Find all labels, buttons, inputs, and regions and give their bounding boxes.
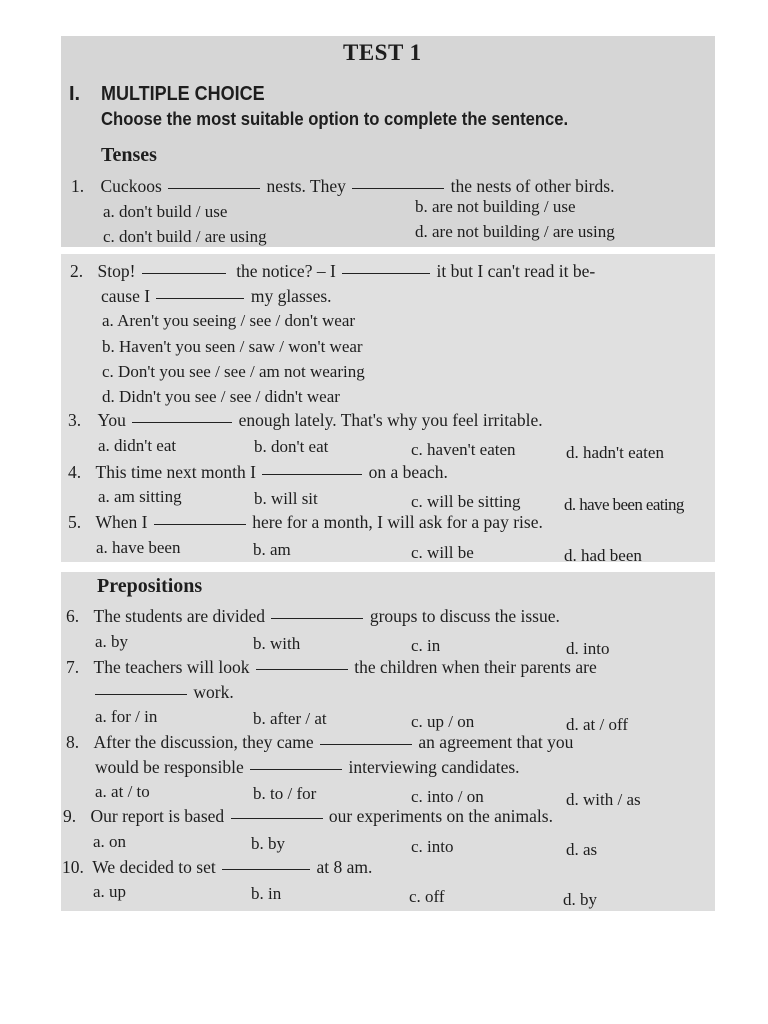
prepositions-heading: Prepositions (97, 575, 203, 597)
option-d: d. hadn't eaten (566, 443, 664, 462)
option-a: a. Aren't you seeing / see / don't wear (102, 311, 356, 330)
answer-blank (352, 187, 444, 189)
option-c: c. into (411, 837, 454, 856)
answer-blank (271, 617, 363, 619)
option-a: a. on (93, 832, 127, 851)
tenses-heading: Tenses (101, 144, 157, 166)
option-b: b. don't eat (254, 437, 329, 456)
option-c: c. will be (411, 543, 474, 562)
option-a: a. have been (96, 538, 181, 557)
question-number: 1. (71, 176, 85, 196)
question-number: 9. (63, 806, 77, 826)
answer-blank (168, 187, 260, 189)
option-c: c. off (409, 887, 445, 906)
option-a: a. at / to (95, 782, 150, 801)
question-10: 10. We decided to set at 8 am. (62, 857, 373, 877)
header-panel (61, 36, 715, 247)
question-8-continued: would be responsible interviewing candidates. (95, 757, 520, 777)
option-d: d. with / as (566, 790, 641, 809)
option-d: d. have been eating (564, 495, 684, 514)
section-number: I. (69, 83, 81, 105)
question-7: 7. The teachers will look the children when their parents are (66, 657, 597, 677)
question-number: 2. (70, 261, 84, 281)
section-title: MULTIPLE CHOICE (101, 83, 265, 105)
option-c: c. don't build / are using (103, 227, 267, 246)
question-9: 9. Our report is based our experiments on the animals. (63, 806, 553, 826)
option-a: a. didn't eat (98, 436, 177, 455)
question-8: 8. After the discussion, they came an agreement that you (66, 732, 574, 752)
question-5: 5. When I here for a month, I will ask for a pay rise. (68, 512, 543, 532)
option-b: b. are not building / use (415, 197, 576, 216)
option-a: a. up (93, 882, 127, 901)
option-d: d. as (566, 840, 598, 859)
answer-blank (154, 523, 246, 525)
question-1: 1. Cuckoos nests. They the nests of other birds. (71, 176, 615, 196)
question-number: 8. (66, 732, 80, 752)
option-b: b. with (253, 634, 301, 653)
question-number: 7. (66, 657, 80, 677)
question-2-continued: cause I my glasses. (101, 286, 332, 306)
question-number: 10. (62, 857, 84, 877)
option-b: b. to / for (253, 784, 317, 803)
test-title: TEST 1 (343, 40, 422, 65)
option-c: c. haven't eaten (411, 440, 516, 459)
answer-blank (262, 473, 362, 475)
question-4: 4. This time next month I on a beach. (68, 462, 448, 482)
answer-blank (231, 817, 323, 819)
option-d: d. had been (564, 546, 642, 565)
option-c: c. up / on (411, 712, 475, 731)
option-d: d. at / off (566, 715, 629, 734)
option-d: d. into (566, 639, 610, 658)
prepositions-panel (61, 572, 715, 911)
answer-blank (132, 421, 232, 423)
option-c: c. will be sitting (411, 492, 521, 511)
option-c: c. in (411, 636, 441, 655)
option-b: b. in (251, 884, 282, 903)
option-b: b. am (253, 540, 291, 559)
answer-blank (222, 868, 310, 870)
answer-blank (342, 272, 430, 274)
option-b: b. by (251, 834, 285, 853)
option-b: b. will sit (254, 489, 318, 508)
question-6: 6. The students are divided groups to discuss the issue. (66, 606, 560, 626)
answer-blank (95, 693, 187, 695)
tenses-panel (61, 254, 715, 565)
answer-blank (156, 297, 244, 299)
question-3: 3. You enough lately. That's why you feel irritable. (68, 410, 543, 430)
question-number: 5. (68, 512, 82, 532)
option-d: d. are not building / are using (415, 222, 615, 241)
option-a: a. am sitting (98, 487, 182, 506)
option-a: a. don't build / use (103, 202, 228, 221)
section-instruction: Choose the most suitable option to complete the sentence. (101, 108, 569, 129)
option-b: b. Haven't you seen / saw / won't wear (102, 337, 363, 356)
question-number: 3. (68, 410, 82, 430)
option-a: a. for / in (95, 707, 158, 726)
option-d: d. Didn't you see / see / didn't wear (102, 387, 340, 406)
option-b: b. after / at (253, 709, 327, 728)
question-number: 4. (68, 462, 82, 482)
option-c: c. Don't you see / see / am not wearing (102, 362, 365, 381)
answer-blank (320, 743, 412, 745)
question-7-continued: work. (95, 682, 234, 703)
option-a: a. by (95, 632, 129, 651)
answer-blank (256, 668, 348, 670)
option-d: d. by (563, 890, 597, 909)
question-2: 2. Stop! the notice? – I it but I can't read it be- (70, 261, 596, 281)
answer-blank (142, 272, 226, 274)
answer-blank (250, 768, 342, 770)
question-number: 6. (66, 606, 80, 626)
option-c: c. into / on (411, 787, 484, 806)
